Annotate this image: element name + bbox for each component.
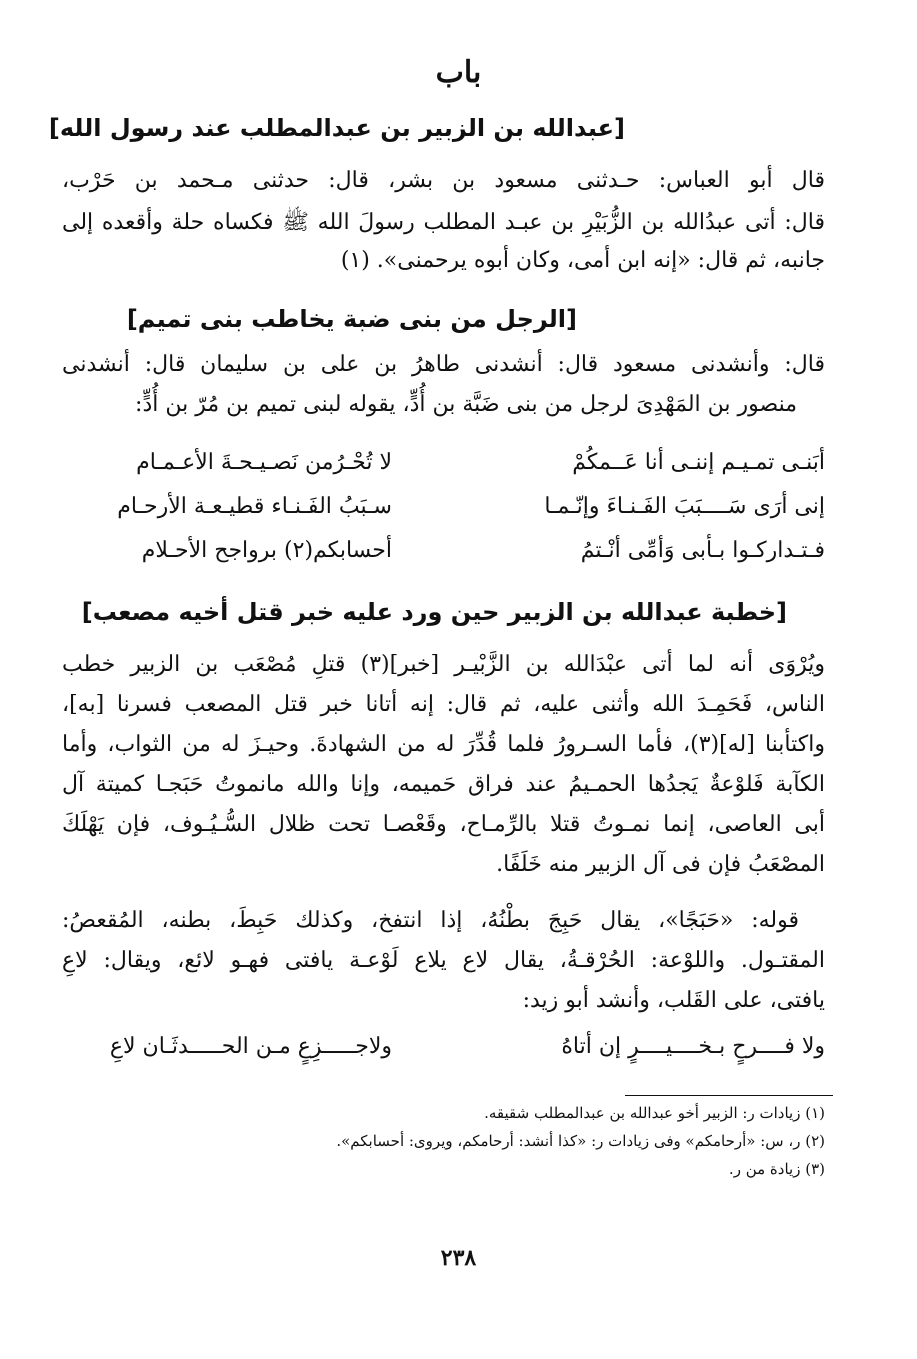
- footnote-divider: [625, 1095, 833, 1096]
- paragraph-3-line-4: الكآبة فَلوْعةٌ يَجدُها الحمـيمُ عند فراق حَميمه، وإنا والله مانموتُ حَبَجـا كميتة آل: [62, 772, 825, 797]
- paragraph-3-line-2: الناس، فَحَمِـدَ الله وأثنى عليه، ثم قال: إنه أتانا خبر قتل المصعب فسرنا [به]،: [62, 692, 825, 717]
- paragraph-1-line-2: قال: أتى عبدُالله بن الزُّبَيْرِ بن عبـد المطلب رسولَ الله ﷺ فكساه حلة وأقعده إلى: [62, 210, 825, 235]
- page-number: ٢٣٨: [440, 1245, 477, 1271]
- paragraph-3-line-6: المصْعَبُ فإن فى آل الزبير منه خَلَفًا.: [496, 852, 825, 877]
- verse-2-first-half: إنى أرَى سَــــبَبَ الفَـنـاءَ وإنّـمـا: [544, 494, 825, 519]
- paragraph-1-line-1: قال أبو العباس: حـدثنى مسعود بن بشر، قال: حدثنى مـحمد بن حَرْب،: [62, 168, 825, 193]
- paragraph-4-line-3: يافتى، على القَلب، وأنشد أبو زيد:: [522, 988, 825, 1013]
- section-heading-2: [الرجل من بنى ضبة يخاطب بنى تميم]: [126, 305, 577, 333]
- paragraph-2-line-1: قال: وأنشدنى مسعود قال: أنشدنى طاهرُ بن على بن سليمان قال: أنشدنى: [62, 352, 825, 377]
- paragraph-4-line-1: قوله: «حَبَجًا»، يقال حَبِجَ بطْنُهُ، إذا انتفخ، وكذلك حَبِطَ، بطنه، المُقعصُ:: [62, 908, 799, 933]
- section-heading-1: [عبدالله بن الزبير بن عبدالمطلب عند رسول الله]: [48, 114, 625, 142]
- verse-3-first-half: فـتـداركـوا بـأبى وَأمِّى أنْـتمُ: [580, 538, 825, 563]
- verse-1-first-half: أبَنـى تمـيـم إننـى أنا عَــمكُمْ: [572, 450, 825, 475]
- verse-2-second-half: سـبَبُ الفَـنـاء قطيـعـة الأرحـام: [117, 494, 392, 519]
- footnote-3: (٣) زيادة من ر.: [728, 1160, 825, 1178]
- paragraph-3-line-3: واكتأبنا [له](٣)، فأما السـرورُ فلما قُدِّرَ له من الشهادةَ. وحيـزَ له من الثواب، وأما: [62, 732, 825, 757]
- verse-4-second-half: ولاجـــــزِعٍ مـن الحـــــدثَـان لاعِ: [109, 1034, 392, 1059]
- verse-3-second-half: أحسابكم(٢) برواجح الأحـلام: [141, 538, 392, 563]
- verse-4-first-half: ولا فــــرحٍ بـخــــيــــرٍ إن أتاهُ: [561, 1034, 825, 1059]
- footnote-2: (٢) ر، س: «أرحامكم» وفى زيادات ر: «كذا أنشد: أرحامكم، ويروى: أحسابكم».: [336, 1132, 825, 1150]
- paragraph-4-line-2: المقتـول. واللوْعة: الحُرْقـةُ، يقال لاع يلاع لَوْعـة يافتى فهـو لائع، ويقال: لاعِ: [62, 948, 825, 973]
- footnote-1: (١) زيادات ر: الزبير أخو عبدالله بن عبدالمطلب شقيقه.: [484, 1104, 825, 1122]
- paragraph-2-line-2: منصور بن المَهْدِىَ لرجل من بنى ضَبَّة بن أُدٍّ، يقوله لبنى تميم بن مُرّ بن أُدٍّ:: [135, 392, 797, 417]
- verse-1-second-half: لا تُحْـرُمن نَصـيـحـةَ الأعـمـام: [136, 450, 392, 475]
- paragraph-3-line-5: أبى العاصى، إنما نمـوتُ قتلا بالرِّمـاح، وقَعْصـا تحت ظلال السُّـيُـوف، فإن يَهْلَكَ: [62, 812, 825, 837]
- paragraph-3-line-1: ويُرْوَى أنه لما أتى عبْدَالله بن الزَّبْيـر [خبر](٣) قتلِ مُصْعَب بن الزبير خطب: [62, 652, 825, 677]
- chapter-title: باب: [435, 55, 482, 90]
- section-heading-3: [خطبة عبدالله بن الزبير حين ورد عليه خبر قتل أخيه مصعب]: [81, 598, 787, 626]
- paragraph-1-line-3: جانبه، ثم قال: «إنه ابن أمى، وكان أبوه يرحمنى». (١): [340, 248, 825, 273]
